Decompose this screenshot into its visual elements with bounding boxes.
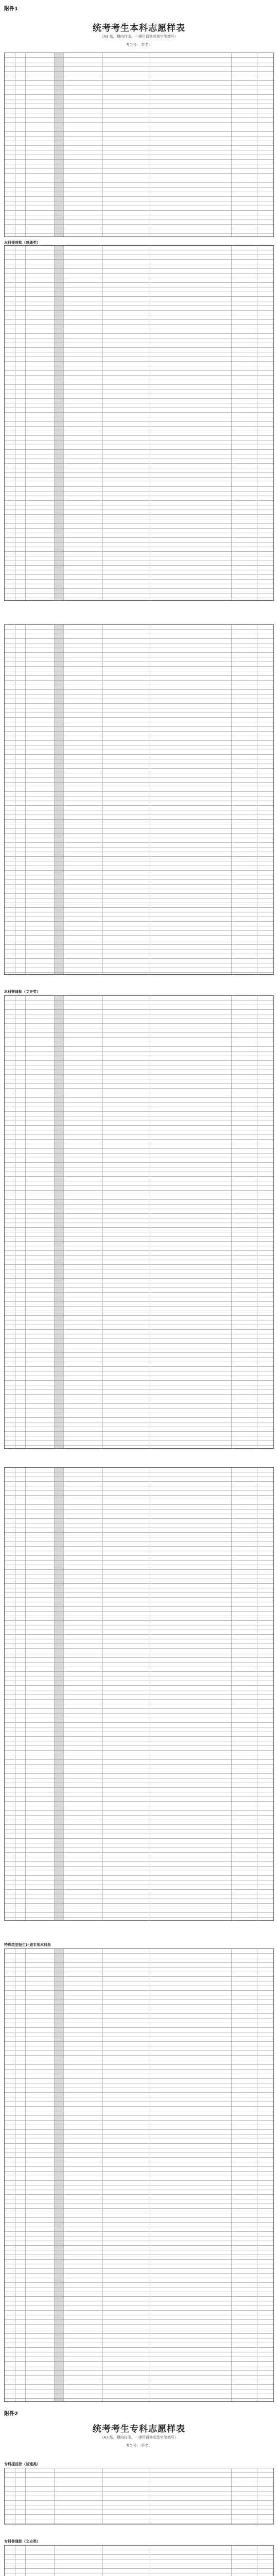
annex-2-fill-line: 考生号： 姓名： (126, 2444, 152, 2448)
section-label: 本科普通批（文史类） (4, 990, 40, 994)
annex-2-note: （A3 纸，横向打印，一律用钢笔或签字笔填写） (100, 2435, 178, 2439)
annex-1-label: 附件1 (4, 6, 18, 12)
annex-1-title: 统考考生本科志愿样表 (93, 23, 185, 33)
annex-1-fill-line: 考生号： 姓名： (126, 43, 152, 47)
section-label: 专科提前批（普通类） (4, 2462, 40, 2466)
volunteer-table (4, 1948, 274, 2402)
section-label: 特殊类型招生计划专项本科批 (4, 1943, 51, 1947)
volunteer-table (4, 2545, 274, 2576)
volunteer-table (4, 995, 274, 1449)
volunteer-table (4, 53, 274, 237)
volunteer-table (4, 245, 274, 601)
section-label: 专科普通批（文史类） (4, 2539, 40, 2544)
volunteer-table (4, 624, 274, 975)
section-label: 本科提前批（普通类） (4, 241, 40, 245)
volunteer-table (4, 2468, 274, 2524)
annex-1-note: （A3 纸，横向打印，一律用钢笔或签字笔填写） (100, 35, 178, 39)
annex-2-title: 统考考生专科志愿样表 (93, 2424, 185, 2434)
volunteer-table (4, 1467, 274, 1921)
annex-2-label: 附件2 (4, 2411, 18, 2417)
